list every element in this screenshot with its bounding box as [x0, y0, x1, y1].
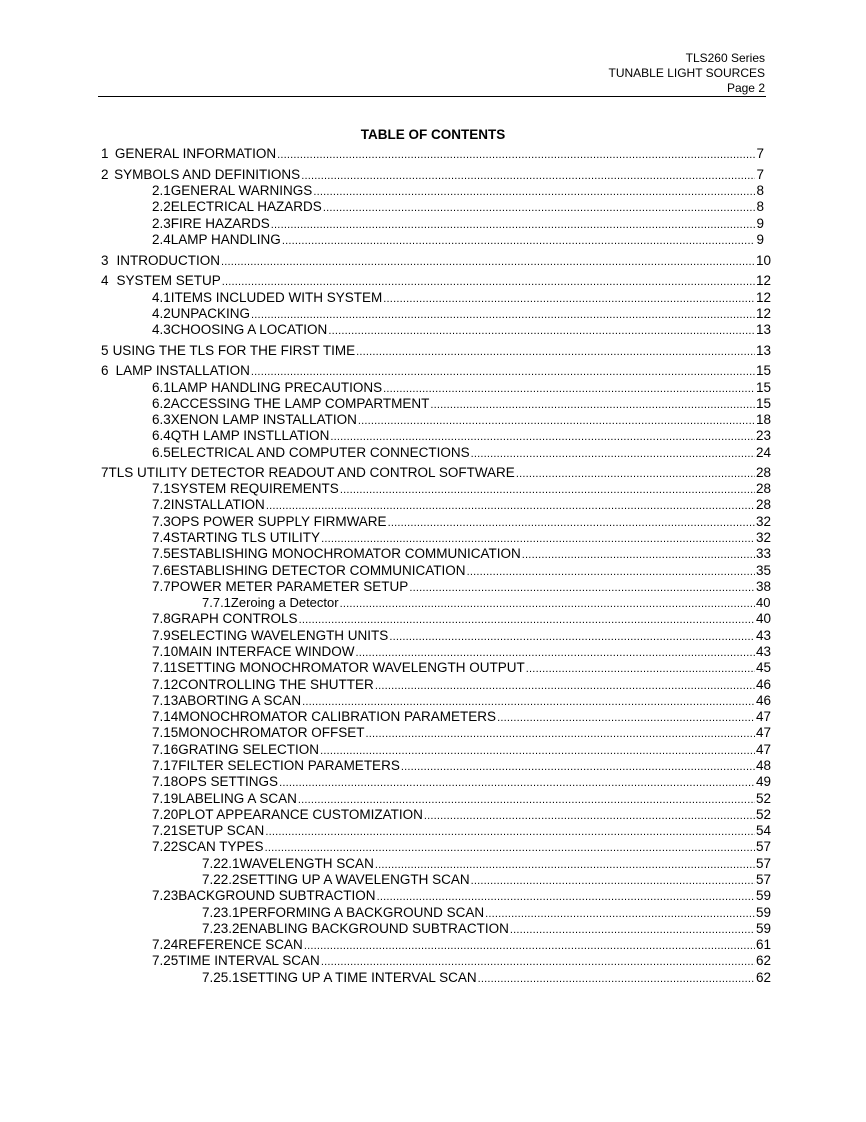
- toc-entry-number: 6.5: [152, 445, 171, 460]
- toc-leader-dots: [358, 412, 755, 429]
- toc-leader-dots: [383, 380, 755, 397]
- toc-entry-number: 7.7: [152, 579, 171, 594]
- toc-entry[interactable]: [152, 758, 772, 774]
- toc-entry-number: 7.17: [152, 758, 179, 773]
- toc-entry[interactable]: [152, 216, 764, 232]
- toc-entry-page: 8: [756, 199, 764, 214]
- toc-leader-dots: [497, 709, 755, 726]
- toc-entry-number: 7.18: [152, 774, 179, 789]
- header-rule: [98, 96, 766, 97]
- toc-leader-dots: [302, 693, 755, 710]
- toc-entry[interactable]: [152, 412, 772, 428]
- toc-entry-label[interactable]: ABORTING A SCAN: [178, 693, 302, 708]
- toc-entry[interactable]: [202, 595, 771, 611]
- toc-leader-dots: [485, 905, 755, 922]
- toc-entry-number: 6.4: [152, 428, 171, 443]
- toc-entry-label[interactable]: SELECTING WAVELENGTH UNITS: [170, 628, 389, 643]
- toc-leader-dots: [251, 363, 755, 380]
- toc-entry-number: 7.6: [152, 563, 171, 578]
- toc-entry[interactable]: [152, 937, 772, 953]
- toc-entry-page: 13: [756, 322, 772, 337]
- toc-entry-page: 61: [756, 937, 772, 952]
- toc-entry-label[interactable]: BACKGROUND SUBTRACTION: [178, 888, 376, 903]
- toc-entry[interactable]: [152, 232, 764, 248]
- toc-entry-page: 46: [756, 677, 772, 692]
- toc-entry-number: 7.12: [152, 677, 179, 692]
- toc-leader-dots: [510, 921, 755, 938]
- toc-leader-dots: [320, 742, 755, 759]
- toc-leader-dots: [471, 445, 755, 462]
- toc-entry-label[interactable]: GENERAL WARNINGS: [170, 183, 313, 198]
- toc-entry[interactable]: [152, 742, 772, 758]
- toc-leader-dots: [304, 937, 755, 954]
- toc-entry-page: 59: [756, 888, 772, 903]
- toc-entry[interactable]: [152, 628, 772, 644]
- toc-entry-page: 38: [756, 579, 772, 594]
- toc-entry-label[interactable]: SETTING UP A WAVELENGTH SCAN: [239, 872, 470, 887]
- toc-entry[interactable]: [152, 709, 772, 725]
- toc-leader-dots: [467, 563, 755, 580]
- toc-entry-number: 4.3: [152, 322, 171, 337]
- toc-leader-dots: [526, 660, 755, 677]
- toc-entry-page: 24: [756, 445, 772, 460]
- toc-entry-label[interactable]: Zeroing a Detector: [230, 595, 339, 610]
- toc-entry[interactable]: [101, 253, 772, 269]
- toc-entry-number: 2.1: [152, 183, 171, 198]
- toc-entry[interactable]: [152, 428, 772, 444]
- toc-leader-dots: [222, 273, 755, 290]
- toc-leader-dots: [389, 628, 755, 645]
- toc-leader-dots: [340, 595, 755, 612]
- toc-entry-label[interactable]: TIME INTERVAL SCAN: [178, 953, 320, 968]
- toc-entry[interactable]: [101, 465, 772, 481]
- toc-entry-label[interactable]: PLOT APPEARANCE CUSTOMIZATION: [178, 807, 423, 822]
- toc-entry[interactable]: [152, 546, 772, 562]
- toc-entry-number: 7.19: [152, 791, 179, 806]
- toc-entry-number: 7.4: [152, 530, 171, 545]
- toc-entry-label[interactable]: SETTING MONOCHROMATOR WAVELENGTH OUTPUT: [177, 660, 525, 675]
- header-series: TLS260 Series: [685, 51, 765, 65]
- toc-entry-label[interactable]: SYSTEM SETUP: [116, 273, 221, 288]
- toc-entry-page: 62: [756, 953, 772, 968]
- toc-entry-number: 7.3: [152, 514, 171, 529]
- toc-entry-number: 7.24: [152, 937, 179, 952]
- toc-entry-label[interactable]: LABELING A SCAN: [178, 791, 297, 806]
- toc-entry-page: 47: [756, 725, 772, 740]
- toc-entry-number: 7.5: [152, 546, 171, 561]
- toc-leader-dots: [388, 514, 755, 531]
- toc-entry[interactable]: [152, 693, 772, 709]
- toc-entry[interactable]: [101, 343, 772, 359]
- toc-entry-label[interactable]: SYMBOLS AND DEFINITIONS: [114, 167, 301, 182]
- toc-entry-label[interactable]: SYSTEM REQUIREMENTS: [170, 481, 339, 496]
- toc-entry-page: 35: [756, 563, 772, 578]
- toc-entry-number: 2.2: [152, 199, 171, 214]
- toc-entry-number: 4: [101, 273, 109, 288]
- toc-entry-page: 46: [756, 693, 772, 708]
- toc-entry-label[interactable]: WAVELENGTH SCAN: [239, 856, 374, 871]
- toc-entry[interactable]: [152, 445, 772, 461]
- toc-entry-page: 59: [756, 905, 772, 920]
- toc-entry[interactable]: [202, 856, 772, 872]
- toc-leader-dots: [313, 183, 755, 200]
- toc-entry-label[interactable]: SCAN TYPES: [178, 839, 264, 854]
- toc-entry-label[interactable]: ELECTRICAL HAZARDS: [170, 199, 322, 214]
- toc-entry-page: 7: [756, 146, 764, 161]
- toc-entry-page: 49: [756, 774, 772, 789]
- toc-entry-label[interactable]: QTH LAMP INSTLLATION: [170, 428, 330, 443]
- toc-entry-number: 6.3: [152, 412, 171, 427]
- toc-entry[interactable]: [101, 363, 772, 379]
- toc-entry-label[interactable]: SETUP SCAN: [178, 823, 265, 838]
- toc-entry-page: 15: [756, 363, 772, 378]
- toc-leader-dots: [265, 839, 755, 856]
- toc-leader-dots: [299, 611, 755, 628]
- toc-entry-number: 7.16: [152, 742, 179, 757]
- toc-entry-page: 48: [756, 758, 772, 773]
- toc-entry-page: 54: [756, 823, 772, 838]
- toc-leader-dots: [298, 791, 755, 808]
- toc-entry-page: 13: [756, 343, 772, 358]
- toc-entry-page: 10: [756, 253, 772, 268]
- toc-entry-number: 7.2: [152, 497, 171, 512]
- toc-entry-page: 52: [756, 807, 772, 822]
- toc-leader-dots: [221, 253, 755, 270]
- toc-entry-label[interactable]: ITEMS INCLUDED WITH SYSTEM: [170, 290, 383, 305]
- toc-entry-page: 59: [756, 921, 772, 936]
- toc-entry-number: 6.2: [152, 396, 171, 411]
- toc-entry-number: 7.15: [152, 725, 179, 740]
- toc-leader-dots: [377, 888, 755, 905]
- toc-leader-dots: [471, 872, 755, 889]
- toc-entry-page: 7: [756, 167, 764, 182]
- toc-entry-label[interactable]: LAMP HANDLING PRECAUTIONS: [170, 380, 383, 395]
- toc-entry-number: 7.22: [152, 839, 179, 854]
- toc-entry[interactable]: [152, 774, 772, 790]
- toc-entry-page: 47: [756, 742, 772, 757]
- toc-entry-page: 62: [756, 970, 772, 985]
- toc-entry-page: 40: [756, 611, 772, 626]
- toc-entry[interactable]: [152, 380, 772, 396]
- toc-entry-label[interactable]: LAMP INSTALLATION: [115, 363, 250, 378]
- toc-entry[interactable]: [152, 839, 772, 855]
- toc-entry[interactable]: [152, 199, 764, 215]
- toc-entry-page: 47: [756, 709, 772, 724]
- toc-entry-page: 12: [756, 306, 772, 321]
- toc-leader-dots: [330, 428, 755, 445]
- toc-entry-number: 7.23.1: [202, 905, 240, 920]
- toc-entry-number: 7.11: [152, 660, 178, 675]
- toc-entry-number: 7.25: [152, 953, 179, 968]
- toc-entry[interactable]: [202, 905, 772, 921]
- toc-leader-dots: [340, 481, 755, 498]
- toc-entry-number: 7.7.1: [202, 595, 231, 610]
- toc-entry[interactable]: [152, 644, 772, 660]
- toc-entry-label[interactable]: POWER METER PARAMETER SETUP: [170, 579, 409, 594]
- toc-entry-page: 8: [756, 183, 764, 198]
- toc-entry-page: 15: [756, 396, 772, 411]
- header-product: TUNABLE LIGHT SOURCES: [608, 66, 765, 80]
- toc-entry[interactable]: [152, 290, 772, 306]
- toc-leader-dots: [265, 823, 755, 840]
- toc-leader-dots: [478, 970, 755, 987]
- toc-leader-dots: [279, 774, 755, 791]
- toc-entry-number: 7.20: [152, 807, 179, 822]
- toc-entry-page: 40: [756, 595, 771, 610]
- toc-leader-dots: [251, 306, 755, 323]
- toc-leader-dots: [375, 677, 755, 694]
- toc-entry-label[interactable]: STARTING TLS UTILITY: [170, 530, 321, 545]
- toc-leader-dots: [356, 343, 755, 360]
- toc-entry[interactable]: [152, 396, 772, 412]
- toc-entry-label[interactable]: OPS SETTINGS: [178, 774, 279, 789]
- toc-entry[interactable]: [152, 807, 772, 823]
- toc-leader-dots: [323, 199, 755, 216]
- toc-entry-page: 32: [756, 530, 772, 545]
- toc-entry-number: 4.2: [152, 306, 171, 321]
- toc-entry-label[interactable]: GRATING SELECTION: [178, 742, 320, 757]
- toc-leader-dots: [282, 232, 755, 249]
- toc-entry-page: 57: [756, 872, 772, 887]
- toc-entry-page: 57: [756, 856, 772, 871]
- toc-entry-label[interactable]: CONTROLLING THE SHUTTER: [178, 677, 374, 692]
- page-header: [609, 51, 765, 96]
- toc-entry-label[interactable]: INSTALLATION: [170, 497, 265, 512]
- toc-entry-page: 43: [756, 644, 772, 659]
- toc-entry-number: 7: [101, 465, 109, 480]
- toc-leader-dots: [356, 644, 755, 661]
- toc-entry-number: 4.1: [152, 290, 171, 305]
- toc-entry[interactable]: [101, 146, 764, 162]
- toc-entry-label[interactable]: USING THE TLS FOR THE FIRST TIME: [112, 343, 356, 358]
- toc-entry-label[interactable]: GRAPH CONTROLS: [170, 611, 298, 626]
- toc-entry-number: 2.4: [152, 232, 171, 247]
- toc-entry-label[interactable]: SETTING UP A TIME INTERVAL SCAN: [239, 970, 477, 985]
- toc-entry-number: 7.9: [152, 628, 171, 643]
- toc-entry-label[interactable]: OPS POWER SUPPLY FIRMWARE: [170, 514, 387, 529]
- toc-entry[interactable]: [152, 514, 772, 530]
- toc-entry-page: 9: [756, 232, 764, 247]
- toc-entry-number: 7.21: [152, 823, 179, 838]
- toc-entry[interactable]: [152, 888, 772, 904]
- toc-entry[interactable]: [152, 953, 772, 969]
- toc-entry[interactable]: [202, 970, 772, 986]
- toc-entry[interactable]: [152, 725, 772, 741]
- toc-entry-number: 1: [101, 146, 109, 161]
- toc-entry[interactable]: [152, 497, 772, 513]
- toc-entry[interactable]: [152, 183, 764, 199]
- toc-entry-label[interactable]: TLS UTILITY DETECTOR READOUT AND CONTROL SOFTWARE: [108, 465, 515, 480]
- toc-entry-number: 3: [101, 253, 109, 268]
- toc-entry-page: 43: [756, 628, 772, 643]
- toc-entry-label[interactable]: FIRE HAZARDS: [170, 216, 270, 231]
- toc-leader-dots: [271, 216, 755, 233]
- toc-entry-number: 2: [101, 167, 109, 182]
- toc-leader-dots: [401, 758, 755, 775]
- toc-leader-dots: [301, 167, 755, 184]
- toc-leader-dots: [266, 497, 755, 514]
- toc-leader-dots: [328, 322, 755, 339]
- toc-entry[interactable]: [152, 563, 772, 579]
- toc-entry-page: 12: [756, 290, 772, 305]
- toc-entry-number: 6: [101, 363, 109, 378]
- toc-leader-dots: [375, 856, 755, 873]
- toc-entry-number: 7.23: [152, 888, 179, 903]
- toc-entry-number: 7.13: [152, 693, 179, 708]
- toc-entry-number: 7.22.1: [202, 856, 240, 871]
- toc-entry-page: 33: [756, 546, 772, 561]
- toc-entry-page: 15: [756, 380, 772, 395]
- toc-leader-dots: [516, 465, 755, 482]
- toc-leader-dots: [366, 725, 755, 742]
- toc-leader-dots: [424, 807, 755, 824]
- toc-entry-page: 9: [756, 216, 764, 231]
- toc-entry-label[interactable]: MONOCHROMATOR OFFSET: [178, 725, 365, 740]
- toc-entry[interactable]: [202, 872, 772, 888]
- toc-entry-label[interactable]: UNPACKING: [170, 306, 251, 321]
- toc-entry-label[interactable]: FILTER SELECTION PARAMETERS: [178, 758, 400, 773]
- toc-entry-number: 7.8: [152, 611, 171, 626]
- toc-leader-dots: [430, 396, 755, 413]
- toc-entry-page: 18: [756, 412, 772, 427]
- toc-entry-page: 23: [756, 428, 772, 443]
- toc-entry-number: 2.3: [152, 216, 171, 231]
- toc-entry-label[interactable]: MONOCHROMATOR CALIBRATION PARAMETERS: [178, 709, 497, 724]
- toc-entry[interactable]: [152, 322, 772, 338]
- toc-entry-label[interactable]: ACCESSING THE LAMP COMPARTMENT: [170, 396, 430, 411]
- toc-entry[interactable]: [152, 481, 772, 497]
- toc-entry[interactable]: [152, 823, 772, 839]
- toc-entry[interactable]: [152, 791, 772, 807]
- toc-leader-dots: [409, 579, 755, 596]
- header-page-number: Page 2: [726, 81, 765, 95]
- toc-entry[interactable]: [202, 921, 772, 937]
- toc-leader-dots: [277, 146, 755, 163]
- toc-entry-label[interactable]: ESTABLISHING MONOCHROMATOR COMMUNICATION: [170, 546, 521, 561]
- toc-entry-number: 6.1: [152, 380, 171, 395]
- toc-entry-label[interactable]: XENON LAMP INSTALLATION: [170, 412, 357, 427]
- toc-entry-label[interactable]: MAIN INTERFACE WINDOW: [178, 644, 355, 659]
- toc-leader-dots: [321, 530, 755, 547]
- toc-entry-label[interactable]: GENERAL INFORMATION: [114, 146, 277, 161]
- toc-entry-number: 5: [101, 343, 109, 358]
- toc-entry-label[interactable]: ENABLING BACKGROUND SUBTRACTION: [239, 921, 509, 936]
- toc-entry-page: 28: [756, 481, 772, 496]
- toc-entry-label[interactable]: ESTABLISHING DETECTOR COMMUNICATION: [170, 563, 466, 578]
- toc-entry-number: 7.14: [152, 709, 179, 724]
- toc-entry[interactable]: [152, 677, 772, 693]
- toc-entry-number: 7.1: [152, 481, 171, 496]
- toc-entry-number: 7.22.2: [202, 872, 240, 887]
- toc-entry[interactable]: [152, 306, 772, 322]
- toc-entry-page: 12: [756, 273, 772, 288]
- toc-entry-label[interactable]: ELECTRICAL AND COMPUTER CONNECTIONS: [170, 445, 470, 460]
- toc-entry-page: 45: [756, 660, 772, 675]
- toc-entry-number: 7.25.1: [202, 970, 240, 985]
- toc-entry[interactable]: [101, 273, 772, 289]
- toc-leader-dots: [321, 953, 755, 970]
- toc-entry-label[interactable]: INTRODUCTION: [116, 253, 220, 268]
- toc-title: TABLE OF CONTENTS: [360, 127, 506, 142]
- toc-entry-page: 28: [756, 465, 772, 480]
- toc-entry-label[interactable]: LAMP HANDLING: [170, 232, 281, 247]
- toc-entry[interactable]: [101, 167, 764, 183]
- toc-entry-label[interactable]: REFERENCE SCAN: [178, 937, 303, 952]
- toc-entry-page: 32: [756, 514, 772, 529]
- toc-leader-dots: [383, 290, 755, 307]
- toc-entry-label[interactable]: PERFORMING A BACKGROUND SCAN: [239, 905, 485, 920]
- toc-leader-dots: [522, 546, 755, 563]
- toc-entry-label[interactable]: CHOOSING A LOCATION: [170, 322, 328, 337]
- toc-entry[interactable]: [152, 660, 772, 676]
- toc-entry[interactable]: [152, 611, 772, 627]
- toc-entry-page: 57: [756, 839, 772, 854]
- toc-entry-number: 7.23.2: [202, 921, 240, 936]
- toc-entry-page: 28: [756, 497, 772, 512]
- toc-entry[interactable]: [152, 530, 772, 546]
- toc-entry[interactable]: [152, 579, 772, 595]
- toc-entry-number: 7.10: [152, 644, 179, 659]
- toc-entry-page: 52: [756, 791, 772, 806]
